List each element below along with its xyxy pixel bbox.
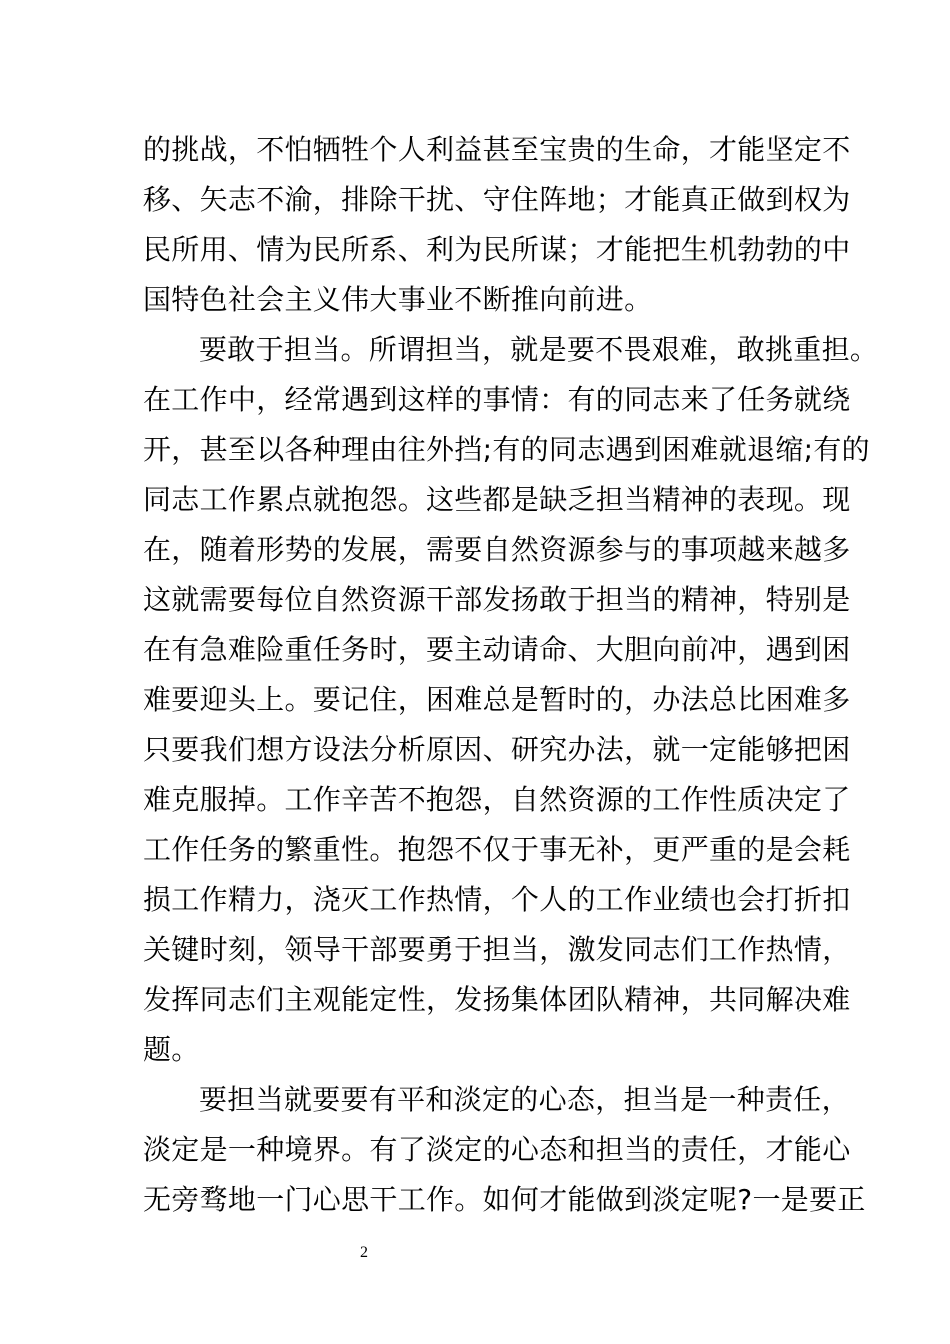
text-line: 这就需要每位自然资源干部发扬敢于担当的精神，特别是 — [143, 583, 851, 616]
text-line: 工作任务的繁重性。抱怨不仅于事无补，更严重的是会耗 — [143, 833, 851, 866]
text-line: 民所用、情为民所系、利为民所谋；才能把生机勃勃的中 — [143, 233, 851, 266]
text-line: 难要迎头上。要记住，困难总是暂时的，办法总比困难多 — [143, 683, 851, 716]
body-text — [143, 125, 879, 1225]
text-line: 关键时刻，领导干部要勇于担当，激发同志们工作热情， — [143, 933, 851, 966]
text-line: 发挥同志们主观能定性，发扬集体团队精神，共同解决难 — [143, 983, 851, 1016]
text-line: 无旁骛地一门心思干工作。如何才能做到淡定呢?一是要正 — [143, 1183, 866, 1216]
text-line: 同志工作累点就抱怨。这些都是缺乏担当精神的表现。现 — [143, 483, 851, 516]
text-line: 损工作精力，浇灭工作热情，个人的工作业绩也会打折扣 — [143, 883, 851, 916]
text-line: 题。 — [143, 1033, 200, 1066]
paragraph-start-line: 要敢于担当。所谓担当，就是要不畏艰难，敢挑重担。 — [199, 333, 879, 366]
text-line: 在，随着形势的发展，需要自然资源参与的事项越来越多 — [143, 533, 851, 566]
text-line: 难克服掉。工作辛苦不抱怨，自然资源的工作性质决定了 — [143, 783, 851, 816]
text-line: 淡定是一种境界。有了淡定的心态和担当的责任，才能心 — [143, 1133, 851, 1166]
text-line: 移、矢志不渝，排除干扰、守住阵地；才能真正做到权为 — [143, 183, 851, 216]
text-line: 只要我们想方设法分析原因、研究办法，就一定能够把困 — [143, 733, 851, 766]
text-line: 在有急难险重任务时，要主动请命、大胆向前冲，遇到困 — [143, 633, 851, 666]
paragraph-start-line: 要担当就要要有平和淡定的心态，担当是一种责任， — [199, 1083, 850, 1116]
text-line: 国特色社会主义伟大事业不断推向前进。 — [143, 283, 653, 316]
page-number: 2 — [360, 1244, 368, 1261]
text-line: 开，甚至以各种理由往外挡;有的同志遇到困难就退缩;有的 — [143, 433, 870, 466]
text-line: 在工作中，经常遇到这样的事情：有的同志来了任务就绕 — [143, 383, 851, 416]
text-line: 的挑战，不怕牺牲个人利益甚至宝贵的生命，才能坚定不 — [143, 133, 851, 166]
